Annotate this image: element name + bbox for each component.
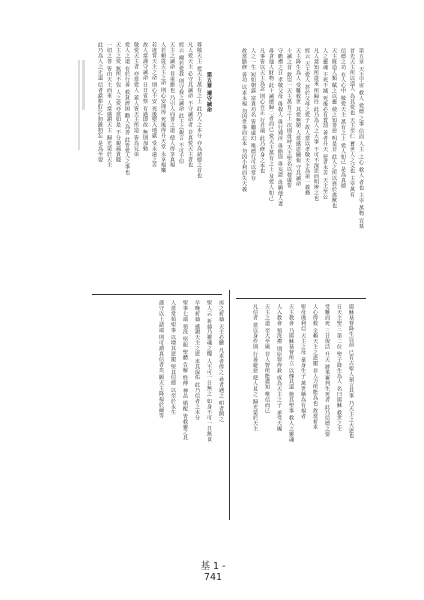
text-column: 守瞻禮之日 孝敬父母 毋殺人 毋行邪淫 毋偷盜 毋妄證 毋願他人妻 bbox=[277, 48, 283, 207]
text-column: 此乃為人之正道 信者當奉行之 勿違勿忘 是為至要 bbox=[97, 42, 103, 163]
top-right-text-block bbox=[234, 48, 364, 286]
text-column: 天主降生為人 受難救世 其愛無窮 人當感恩圖報 守其誡命 bbox=[295, 48, 301, 187]
text-column: 凡信者 當以身作則 行善避惡 使人見之 歸光榮於天主 bbox=[252, 304, 258, 432]
text-column: 凡人當知所從來 所歸往 此乃為人之大事 不可不深思而明辨之也 bbox=[313, 48, 319, 201]
text-column: 人若順從天主之命 則心安理得 死後得升天堂 永享福樂 bbox=[160, 42, 166, 174]
section-divider bbox=[92, 294, 222, 295]
text-column: 信德之功 在人心中 敬愛天主 萬有之上 愛人如己 是為真德 bbox=[340, 48, 346, 189]
text-column: 天主之誡命 非重擔也 乃引人向善之道 使人得享真福 bbox=[169, 42, 175, 168]
bottom-left-text-block bbox=[148, 300, 224, 540]
text-column: 凡事皆以天主為念 則心自正 行自端 此乃修身之本也 bbox=[259, 48, 265, 174]
text-column: 人心得救 全賴天主之恩寵 非人力所能為也 故當祈求 bbox=[312, 304, 318, 430]
text-column: 故人當謹守誡命 日日省察 有過即改 無則加勉 bbox=[142, 42, 148, 152]
text-column: 受難而死 三日復活 升天 將來審判生死者 此乃信德之要 bbox=[324, 304, 330, 437]
text-column: 日天主聖三 第二位 聖子降生為人 名曰耶穌 救世之主 bbox=[336, 304, 342, 432]
text-column: 愛人之道 在於行善 救貧濟困 勸人為善 此皆愛人之事也 bbox=[124, 42, 130, 175]
text-column: 第五章 天主宇宙 救人 愛德 之事 信而 人主 之心 救人 者也 主宰 萬物 宜慕 bbox=[358, 48, 364, 229]
text-column: 天主之道 至大至廣 非人智所能盡知 唯信而已 bbox=[264, 304, 270, 414]
page-number: 基 1 - 741 bbox=[200, 561, 226, 583]
chapter-heading: 第五章 遵守誡命 bbox=[206, 72, 212, 113]
text-column: 天主之愛 無所不包 人之愛亦當如是 不分親疏貴賤 bbox=[115, 42, 121, 163]
section-divider bbox=[236, 298, 366, 299]
top-left-text-block bbox=[88, 42, 212, 292]
column-divider bbox=[229, 290, 230, 520]
text-column: 天主既造人類 賦之以靈 使之知善惡 明是非 此人之所以異於禽獸也 bbox=[331, 48, 337, 209]
text-column: 人入教會 領洗禮 則原罪得赦 成為天主之子 承受天國 bbox=[276, 304, 282, 432]
text-column: 聖事七端 領洗 堅振 聖體 告解 終傅 神品 婚配 皆救靈之具 bbox=[182, 300, 188, 441]
scan-smudge bbox=[78, 60, 80, 150]
text-column: 天主教會 乃耶穌基督所立 以傳其道 施其聖事 救人之靈魂 bbox=[288, 304, 294, 443]
scan-smudge bbox=[82, 60, 85, 110]
text-column: 尊敬天主 愛天主萬有之上 此乃人之本分 亦為諸德之首也 bbox=[196, 42, 202, 179]
text-column: 十誡之首 欽崇一天主萬有之上 次則毋呼天主聖名以發虛誓 bbox=[286, 48, 292, 189]
text-column: 人之靈魂 不死不滅 死後必有賞罰 善者升天 惡者永苦 天主至公 bbox=[322, 48, 328, 200]
text-column: 聖人云 祈禱乃靈魂之糧 人不可一日無之 如身不可一日無食 bbox=[206, 300, 212, 442]
text-column: 毋貪他人財物 此十誡總歸二者而已 愛天主萬有之上 及愛人如己 bbox=[268, 48, 274, 201]
text-column: 凡人愛天主 必守其誡命 不守誡命者 非真愛天主者也 bbox=[187, 42, 193, 168]
text-column: 一切之善 皆由天主而來 人當感謝天主 歸光榮於天主 bbox=[106, 42, 112, 168]
text-column: 經云 爾若愛我 則守我之誡命 此主之親言 不可不信 bbox=[178, 42, 184, 165]
text-column: 早晚祈禱 感謝天主之恩 求其保佑 此乃信者之本分 bbox=[194, 300, 200, 421]
text-column: 敬愛天主者 亦當愛人 蓋人皆天主所造 皆為兄弟 bbox=[133, 42, 139, 157]
text-column: 再之祈禱 天主必聽 凡求者得之 尋者遇之 叩者開之 bbox=[218, 300, 224, 423]
text-column: 故當勤修 善功 以求永福 勿因世事而忘本 勿因小利而失大義 bbox=[241, 48, 247, 192]
text-column: 若違背天主之命 則心不安 死後墮入地獄 受永遠之苦 bbox=[151, 42, 157, 168]
text-column: 人當常領聖事 以增其恩寵 堅其信德 以至於永生 bbox=[170, 300, 176, 415]
text-column: 聖母瑪利亞 天主之母 童身生子 萬世稱為有福者 bbox=[300, 304, 306, 419]
bottom-right-text-block bbox=[242, 304, 354, 540]
text-column: 謹守以上諸端 則可謂真信者矣 願天主降福於爾等 bbox=[158, 300, 164, 419]
text-column: 人之一生 短如朝露 富貴功名 皆屬虛幻 唯德行可以常存 bbox=[250, 48, 256, 181]
text-column: 經云 天主愛人 甚於父母之愛子 故人當以孝敬天主為第一義務 bbox=[304, 48, 310, 196]
text-column: 首先天主所以造人 為其愛也 天主至仁 實世人之父也 主宰萬有 bbox=[349, 48, 355, 198]
text-column: 耶穌基督降生以前 已有古聖人預言其事 乃天主之大恩也 bbox=[348, 304, 354, 439]
